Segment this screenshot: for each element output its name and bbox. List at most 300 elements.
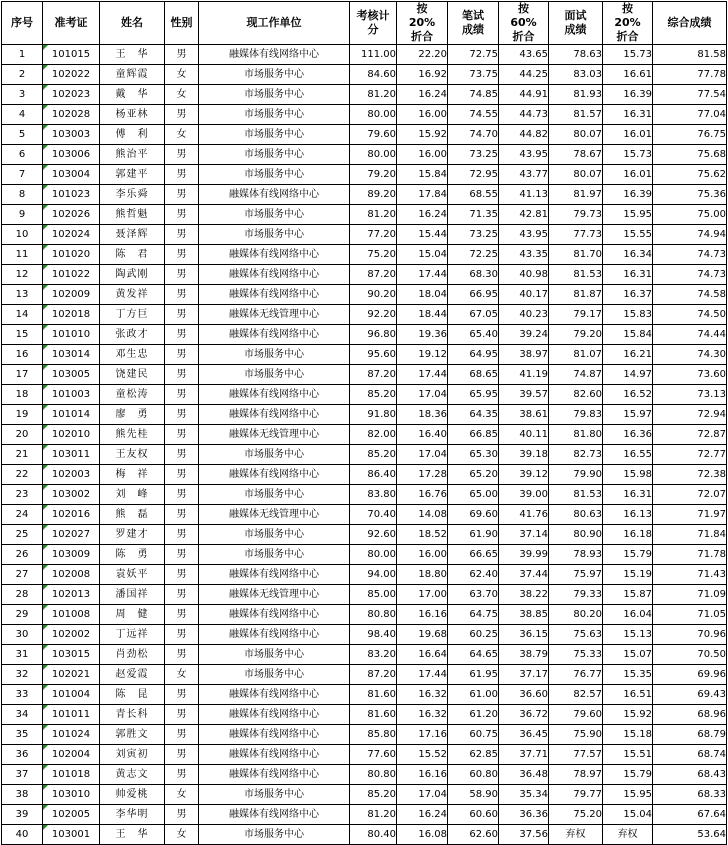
assessment-score-cell[interactable]: 77.20 <box>350 225 397 245</box>
written-weighted-cell[interactable]: 43.77 <box>499 165 549 185</box>
row-index-cell[interactable]: 13 <box>2 285 43 305</box>
assessment-score-cell[interactable]: 80.00 <box>350 545 397 565</box>
written-score-cell[interactable]: 60.60 <box>448 805 499 825</box>
work-unit-cell[interactable]: 融媒体有线网络中心 <box>199 765 350 785</box>
interview-score-cell[interactable]: 77.57 <box>549 745 603 765</box>
exam-id-cell[interactable]: 102004 <box>43 745 100 765</box>
written-weighted-cell[interactable]: 37.71 <box>499 745 549 765</box>
interview-weighted-cell[interactable]: 16.55 <box>603 445 653 465</box>
written-score-cell[interactable]: 65.95 <box>448 385 499 405</box>
gender-cell[interactable]: 男 <box>165 685 199 705</box>
written-weighted-cell[interactable]: 39.24 <box>499 325 549 345</box>
gender-cell[interactable]: 男 <box>165 45 199 65</box>
assessment-weighted-cell[interactable]: 18.44 <box>397 305 448 325</box>
total-score-cell[interactable]: 74.73 <box>653 265 727 285</box>
written-score-cell[interactable]: 68.30 <box>448 265 499 285</box>
written-weighted-cell[interactable]: 39.18 <box>499 445 549 465</box>
exam-id-cell[interactable]: 103005 <box>43 365 100 385</box>
row-index-cell[interactable]: 29 <box>2 605 43 625</box>
exam-id-cell[interactable]: 103009 <box>43 545 100 565</box>
written-weighted-cell[interactable]: 36.72 <box>499 705 549 725</box>
exam-id-cell[interactable]: 102023 <box>43 85 100 105</box>
interview-weighted-cell[interactable]: 16.36 <box>603 425 653 445</box>
work-unit-cell[interactable]: 市场服务中心 <box>199 545 350 565</box>
exam-id-cell[interactable]: 101004 <box>43 685 100 705</box>
interview-weighted-cell[interactable]: 15.04 <box>603 805 653 825</box>
interview-weighted-cell[interactable]: 16.37 <box>603 285 653 305</box>
name-cell[interactable]: 陶武刚 <box>100 265 165 285</box>
exam-id-cell[interactable]: 103003 <box>43 125 100 145</box>
interview-weighted-cell[interactable]: 16.31 <box>603 105 653 125</box>
exam-id-cell[interactable]: 102024 <box>43 225 100 245</box>
interview-weighted-cell[interactable]: 16.39 <box>603 85 653 105</box>
total-score-cell[interactable]: 72.87 <box>653 425 727 445</box>
name-cell[interactable]: 童辉霞 <box>100 65 165 85</box>
assessment-score-cell[interactable]: 87.20 <box>350 365 397 385</box>
row-index-cell[interactable]: 6 <box>2 145 43 165</box>
exam-id-cell[interactable]: 102026 <box>43 205 100 225</box>
assessment-score-cell[interactable]: 81.20 <box>350 85 397 105</box>
written-weighted-cell[interactable]: 43.65 <box>499 45 549 65</box>
written-score-cell[interactable]: 73.75 <box>448 65 499 85</box>
written-score-cell[interactable]: 62.40 <box>448 565 499 585</box>
assessment-score-cell[interactable]: 85.20 <box>350 445 397 465</box>
interview-weighted-cell[interactable]: 15.92 <box>603 705 653 725</box>
written-score-cell[interactable]: 61.20 <box>448 705 499 725</box>
row-index-cell[interactable]: 19 <box>2 405 43 425</box>
work-unit-cell[interactable]: 融媒体有线网络中心 <box>199 705 350 725</box>
total-score-cell[interactable]: 75.00 <box>653 205 727 225</box>
interview-weighted-cell[interactable]: 16.61 <box>603 65 653 85</box>
written-weighted-cell[interactable]: 43.95 <box>499 145 549 165</box>
name-cell[interactable]: 丁方巨 <box>100 305 165 325</box>
interview-score-cell[interactable]: 80.07 <box>549 165 603 185</box>
assessment-weighted-cell[interactable]: 16.24 <box>397 205 448 225</box>
row-index-cell[interactable]: 17 <box>2 365 43 385</box>
gender-cell[interactable]: 男 <box>165 765 199 785</box>
row-index-cell[interactable]: 25 <box>2 525 43 545</box>
interview-weighted-cell[interactable]: 15.51 <box>603 745 653 765</box>
interview-score-cell[interactable]: 75.20 <box>549 805 603 825</box>
total-score-cell[interactable]: 71.09 <box>653 585 727 605</box>
written-score-cell[interactable]: 66.95 <box>448 285 499 305</box>
row-index-cell[interactable]: 22 <box>2 465 43 485</box>
name-cell[interactable]: 熊哲魁 <box>100 205 165 225</box>
exam-id-cell[interactable]: 103004 <box>43 165 100 185</box>
total-score-cell[interactable]: 74.94 <box>653 225 727 245</box>
interview-score-cell[interactable]: 82.57 <box>549 685 603 705</box>
interview-score-cell[interactable]: 79.83 <box>549 405 603 425</box>
written-score-cell[interactable]: 65.40 <box>448 325 499 345</box>
interview-score-cell[interactable]: 79.90 <box>549 465 603 485</box>
exam-id-cell[interactable]: 103002 <box>43 485 100 505</box>
gender-cell[interactable]: 男 <box>165 185 199 205</box>
work-unit-cell[interactable]: 融媒体有线网络中心 <box>199 565 350 585</box>
exam-id-cell[interactable]: 102008 <box>43 565 100 585</box>
row-index-cell[interactable]: 15 <box>2 325 43 345</box>
row-index-cell[interactable]: 18 <box>2 385 43 405</box>
name-cell[interactable]: 熊先桂 <box>100 425 165 445</box>
assessment-score-cell[interactable]: 85.80 <box>350 725 397 745</box>
work-unit-cell[interactable]: 融媒体无线管理中心 <box>199 505 350 525</box>
interview-weighted-cell[interactable]: 16.31 <box>603 265 653 285</box>
name-cell[interactable]: 杨亚林 <box>100 105 165 125</box>
written-score-cell[interactable]: 69.60 <box>448 505 499 525</box>
interview-weighted-cell[interactable]: 15.55 <box>603 225 653 245</box>
written-score-cell[interactable]: 60.25 <box>448 625 499 645</box>
total-score-cell[interactable]: 70.96 <box>653 625 727 645</box>
total-score-cell[interactable]: 68.96 <box>653 705 727 725</box>
written-weighted-cell[interactable]: 39.57 <box>499 385 549 405</box>
gender-cell[interactable]: 男 <box>165 545 199 565</box>
assessment-weighted-cell[interactable]: 17.04 <box>397 385 448 405</box>
name-cell[interactable]: 罗建才 <box>100 525 165 545</box>
total-score-cell[interactable]: 70.50 <box>653 645 727 665</box>
exam-id-cell[interactable]: 102002 <box>43 625 100 645</box>
written-weighted-cell[interactable]: 43.95 <box>499 225 549 245</box>
gender-cell[interactable]: 男 <box>165 305 199 325</box>
interview-weighted-cell[interactable]: 15.73 <box>603 45 653 65</box>
assessment-weighted-cell[interactable]: 15.52 <box>397 745 448 765</box>
written-score-cell[interactable]: 62.60 <box>448 825 499 845</box>
assessment-score-cell[interactable]: 96.80 <box>350 325 397 345</box>
gender-cell[interactable]: 男 <box>165 725 199 745</box>
assessment-score-cell[interactable]: 81.60 <box>350 705 397 725</box>
row-index-cell[interactable]: 1 <box>2 45 43 65</box>
gender-cell[interactable]: 男 <box>165 245 199 265</box>
header-cell[interactable]: 序号 <box>2 2 43 45</box>
written-weighted-cell[interactable]: 36.15 <box>499 625 549 645</box>
gender-cell[interactable]: 男 <box>165 565 199 585</box>
total-score-cell[interactable]: 75.68 <box>653 145 727 165</box>
written-score-cell[interactable]: 72.75 <box>448 45 499 65</box>
name-cell[interactable]: 刘寅初 <box>100 745 165 765</box>
row-index-cell[interactable]: 32 <box>2 665 43 685</box>
exam-id-cell[interactable]: 102027 <box>43 525 100 545</box>
written-score-cell[interactable]: 68.65 <box>448 365 499 385</box>
name-cell[interactable]: 黄志文 <box>100 765 165 785</box>
assessment-weighted-cell[interactable]: 15.04 <box>397 245 448 265</box>
work-unit-cell[interactable]: 市场服务中心 <box>199 365 350 385</box>
interview-score-cell[interactable]: 75.33 <box>549 645 603 665</box>
written-score-cell[interactable]: 66.65 <box>448 545 499 565</box>
assessment-score-cell[interactable]: 86.40 <box>350 465 397 485</box>
work-unit-cell[interactable]: 市场服务中心 <box>199 645 350 665</box>
written-score-cell[interactable]: 60.75 <box>448 725 499 745</box>
assessment-score-cell[interactable]: 85.00 <box>350 585 397 605</box>
total-score-cell[interactable]: 74.73 <box>653 245 727 265</box>
gender-cell[interactable]: 男 <box>165 645 199 665</box>
row-index-cell[interactable]: 10 <box>2 225 43 245</box>
assessment-weighted-cell[interactable]: 19.12 <box>397 345 448 365</box>
assessment-weighted-cell[interactable]: 16.92 <box>397 65 448 85</box>
assessment-score-cell[interactable]: 94.00 <box>350 565 397 585</box>
row-index-cell[interactable]: 8 <box>2 185 43 205</box>
interview-score-cell[interactable]: 79.20 <box>549 325 603 345</box>
total-score-cell[interactable]: 68.43 <box>653 765 727 785</box>
assessment-weighted-cell[interactable]: 19.68 <box>397 625 448 645</box>
total-score-cell[interactable]: 74.44 <box>653 325 727 345</box>
exam-id-cell[interactable]: 101023 <box>43 185 100 205</box>
total-score-cell[interactable]: 71.05 <box>653 605 727 625</box>
total-score-cell[interactable]: 77.04 <box>653 105 727 125</box>
row-index-cell[interactable]: 39 <box>2 805 43 825</box>
exam-id-cell[interactable]: 101015 <box>43 45 100 65</box>
interview-weighted-cell[interactable]: 16.21 <box>603 345 653 365</box>
written-weighted-cell[interactable]: 38.79 <box>499 645 549 665</box>
gender-cell[interactable]: 男 <box>165 425 199 445</box>
written-weighted-cell[interactable]: 39.00 <box>499 485 549 505</box>
total-score-cell[interactable]: 74.58 <box>653 285 727 305</box>
written-score-cell[interactable]: 67.05 <box>448 305 499 325</box>
total-score-cell[interactable]: 53.64 <box>653 825 727 845</box>
row-index-cell[interactable]: 11 <box>2 245 43 265</box>
written-score-cell[interactable]: 60.80 <box>448 765 499 785</box>
assessment-score-cell[interactable]: 87.20 <box>350 665 397 685</box>
interview-score-cell[interactable]: 81.80 <box>549 425 603 445</box>
interview-weighted-cell[interactable]: 15.84 <box>603 325 653 345</box>
name-cell[interactable]: 陈 勇 <box>100 545 165 565</box>
total-score-cell[interactable]: 77.54 <box>653 85 727 105</box>
assessment-weighted-cell[interactable]: 16.24 <box>397 805 448 825</box>
gender-cell[interactable]: 男 <box>165 505 199 525</box>
gender-cell[interactable]: 女 <box>165 785 199 805</box>
total-score-cell[interactable]: 71.43 <box>653 565 727 585</box>
interview-score-cell[interactable]: 81.07 <box>549 345 603 365</box>
written-weighted-cell[interactable]: 43.35 <box>499 245 549 265</box>
name-cell[interactable]: 郭胜文 <box>100 725 165 745</box>
exam-id-cell[interactable]: 101018 <box>43 765 100 785</box>
interview-score-cell[interactable]: 81.57 <box>549 105 603 125</box>
name-cell[interactable]: 黄发祥 <box>100 285 165 305</box>
interview-weighted-cell[interactable]: 14.97 <box>603 365 653 385</box>
work-unit-cell[interactable]: 融媒体有线网络中心 <box>199 245 350 265</box>
work-unit-cell[interactable]: 市场服务中心 <box>199 525 350 545</box>
written-weighted-cell[interactable]: 37.56 <box>499 825 549 845</box>
assessment-weighted-cell[interactable]: 17.28 <box>397 465 448 485</box>
interview-weighted-cell[interactable]: 15.19 <box>603 565 653 585</box>
written-score-cell[interactable]: 64.65 <box>448 645 499 665</box>
written-score-cell[interactable]: 74.85 <box>448 85 499 105</box>
assessment-weighted-cell[interactable]: 18.04 <box>397 285 448 305</box>
interview-weighted-cell[interactable]: 16.34 <box>603 245 653 265</box>
total-score-cell[interactable]: 76.75 <box>653 125 727 145</box>
gender-cell[interactable]: 男 <box>165 285 199 305</box>
gender-cell[interactable]: 女 <box>165 125 199 145</box>
work-unit-cell[interactable]: 市场服务中心 <box>199 105 350 125</box>
assessment-weighted-cell[interactable]: 16.32 <box>397 705 448 725</box>
interview-score-cell[interactable]: 80.07 <box>549 125 603 145</box>
interview-weighted-cell[interactable]: 15.95 <box>603 205 653 225</box>
interview-score-cell[interactable]: 83.03 <box>549 65 603 85</box>
assessment-weighted-cell[interactable]: 16.16 <box>397 605 448 625</box>
assessment-score-cell[interactable]: 83.20 <box>350 645 397 665</box>
exam-id-cell[interactable]: 102028 <box>43 105 100 125</box>
exam-id-cell[interactable]: 103006 <box>43 145 100 165</box>
exam-id-cell[interactable]: 101003 <box>43 385 100 405</box>
header-cell[interactable]: 综合成绩 <box>653 2 727 45</box>
assessment-weighted-cell[interactable]: 17.44 <box>397 265 448 285</box>
header-cell[interactable]: 考核计分 <box>350 2 397 45</box>
interview-weighted-cell[interactable]: 16.52 <box>603 385 653 405</box>
assessment-score-cell[interactable]: 81.20 <box>350 805 397 825</box>
gender-cell[interactable]: 男 <box>165 485 199 505</box>
name-cell[interactable]: 熊 磊 <box>100 505 165 525</box>
total-score-cell[interactable]: 68.33 <box>653 785 727 805</box>
written-score-cell[interactable]: 66.85 <box>448 425 499 445</box>
name-cell[interactable]: 傅 利 <box>100 125 165 145</box>
interview-weighted-cell[interactable]: 15.35 <box>603 665 653 685</box>
row-index-cell[interactable]: 5 <box>2 125 43 145</box>
work-unit-cell[interactable]: 融媒体有线网络中心 <box>199 465 350 485</box>
assessment-weighted-cell[interactable]: 16.00 <box>397 105 448 125</box>
total-score-cell[interactable]: 69.43 <box>653 685 727 705</box>
interview-weighted-cell[interactable]: 15.79 <box>603 545 653 565</box>
written-score-cell[interactable]: 61.95 <box>448 665 499 685</box>
exam-id-cell[interactable]: 102009 <box>43 285 100 305</box>
assessment-weighted-cell[interactable]: 14.08 <box>397 505 448 525</box>
assessment-score-cell[interactable]: 80.40 <box>350 825 397 845</box>
row-index-cell[interactable]: 23 <box>2 485 43 505</box>
written-score-cell[interactable]: 68.55 <box>448 185 499 205</box>
name-cell[interactable]: 肖劲松 <box>100 645 165 665</box>
header-cell[interactable]: 笔试成绩 <box>448 2 499 45</box>
assessment-score-cell[interactable]: 90.20 <box>350 285 397 305</box>
written-score-cell[interactable]: 73.25 <box>448 225 499 245</box>
written-weighted-cell[interactable]: 39.12 <box>499 465 549 485</box>
gender-cell[interactable]: 男 <box>165 365 199 385</box>
interview-weighted-cell[interactable]: 15.13 <box>603 625 653 645</box>
work-unit-cell[interactable]: 融媒体有线网络中心 <box>199 685 350 705</box>
work-unit-cell[interactable]: 融媒体有线网络中心 <box>199 745 350 765</box>
work-unit-cell[interactable]: 融媒体有线网络中心 <box>199 385 350 405</box>
written-weighted-cell[interactable]: 35.34 <box>499 785 549 805</box>
total-score-cell[interactable]: 71.84 <box>653 525 727 545</box>
name-cell[interactable]: 饶建民 <box>100 365 165 385</box>
assessment-score-cell[interactable]: 91.80 <box>350 405 397 425</box>
work-unit-cell[interactable]: 市场服务中心 <box>199 85 350 105</box>
gender-cell[interactable]: 女 <box>165 85 199 105</box>
name-cell[interactable]: 陈 君 <box>100 245 165 265</box>
interview-score-cell[interactable]: 76.77 <box>549 665 603 685</box>
total-score-cell[interactable]: 72.94 <box>653 405 727 425</box>
written-weighted-cell[interactable]: 39.99 <box>499 545 549 565</box>
exam-id-cell[interactable]: 101024 <box>43 725 100 745</box>
interview-weighted-cell[interactable]: 15.97 <box>603 405 653 425</box>
assessment-weighted-cell[interactable]: 17.04 <box>397 445 448 465</box>
assessment-weighted-cell[interactable]: 16.32 <box>397 685 448 705</box>
row-index-cell[interactable]: 26 <box>2 545 43 565</box>
work-unit-cell[interactable]: 融媒体有线网络中心 <box>199 805 350 825</box>
total-score-cell[interactable]: 74.30 <box>653 345 727 365</box>
work-unit-cell[interactable]: 融媒体有线网络中心 <box>199 325 350 345</box>
assessment-weighted-cell[interactable]: 17.44 <box>397 365 448 385</box>
name-cell[interactable]: 王 华 <box>100 825 165 845</box>
row-index-cell[interactable]: 12 <box>2 265 43 285</box>
interview-score-cell[interactable]: 81.93 <box>549 85 603 105</box>
interview-score-cell[interactable]: 75.97 <box>549 565 603 585</box>
exam-id-cell[interactable]: 102018 <box>43 305 100 325</box>
written-weighted-cell[interactable]: 37.17 <box>499 665 549 685</box>
row-index-cell[interactable]: 33 <box>2 685 43 705</box>
assessment-score-cell[interactable]: 80.00 <box>350 105 397 125</box>
gender-cell[interactable]: 女 <box>165 665 199 685</box>
assessment-score-cell[interactable]: 92.20 <box>350 305 397 325</box>
row-index-cell[interactable]: 30 <box>2 625 43 645</box>
exam-id-cell[interactable]: 102016 <box>43 505 100 525</box>
total-score-cell[interactable]: 71.97 <box>653 505 727 525</box>
exam-id-cell[interactable]: 103014 <box>43 345 100 365</box>
assessment-score-cell[interactable]: 98.40 <box>350 625 397 645</box>
name-cell[interactable]: 丁远祥 <box>100 625 165 645</box>
exam-id-cell[interactable]: 102010 <box>43 425 100 445</box>
written-weighted-cell[interactable]: 36.36 <box>499 805 549 825</box>
interview-score-cell[interactable]: 77.73 <box>549 225 603 245</box>
name-cell[interactable]: 童松涛 <box>100 385 165 405</box>
interview-score-cell[interactable]: 79.77 <box>549 785 603 805</box>
name-cell[interactable]: 廖 勇 <box>100 405 165 425</box>
name-cell[interactable]: 赵爱霞 <box>100 665 165 685</box>
written-weighted-cell[interactable]: 44.82 <box>499 125 549 145</box>
assessment-weighted-cell[interactable]: 16.40 <box>397 425 448 445</box>
gender-cell[interactable]: 男 <box>165 165 199 185</box>
interview-weighted-cell[interactable]: 15.79 <box>603 765 653 785</box>
exam-id-cell[interactable]: 102022 <box>43 65 100 85</box>
name-cell[interactable]: 郭建平 <box>100 165 165 185</box>
assessment-score-cell[interactable]: 79.60 <box>350 125 397 145</box>
written-score-cell[interactable]: 58.90 <box>448 785 499 805</box>
interview-weighted-cell[interactable]: 弃权 <box>603 825 653 845</box>
row-index-cell[interactable]: 4 <box>2 105 43 125</box>
interview-weighted-cell[interactable]: 16.18 <box>603 525 653 545</box>
total-score-cell[interactable]: 77.78 <box>653 65 727 85</box>
total-score-cell[interactable]: 72.38 <box>653 465 727 485</box>
work-unit-cell[interactable]: 融媒体有线网络中心 <box>199 185 350 205</box>
total-score-cell[interactable]: 75.62 <box>653 165 727 185</box>
row-index-cell[interactable]: 7 <box>2 165 43 185</box>
written-score-cell[interactable]: 62.85 <box>448 745 499 765</box>
row-index-cell[interactable]: 37 <box>2 765 43 785</box>
name-cell[interactable]: 陈 昆 <box>100 685 165 705</box>
work-unit-cell[interactable]: 融媒体有线网络中心 <box>199 265 350 285</box>
written-score-cell[interactable]: 61.00 <box>448 685 499 705</box>
assessment-score-cell[interactable]: 75.20 <box>350 245 397 265</box>
name-cell[interactable]: 王 华 <box>100 45 165 65</box>
gender-cell[interactable]: 男 <box>165 405 199 425</box>
assessment-weighted-cell[interactable]: 16.76 <box>397 485 448 505</box>
work-unit-cell[interactable]: 融媒体无线管理中心 <box>199 305 350 325</box>
written-weighted-cell[interactable]: 38.22 <box>499 585 549 605</box>
name-cell[interactable]: 青长科 <box>100 705 165 725</box>
total-score-cell[interactable]: 68.79 <box>653 725 727 745</box>
interview-score-cell[interactable]: 78.93 <box>549 545 603 565</box>
written-weighted-cell[interactable]: 41.76 <box>499 505 549 525</box>
gender-cell[interactable]: 男 <box>165 525 199 545</box>
assessment-score-cell[interactable]: 80.80 <box>350 605 397 625</box>
assessment-score-cell[interactable]: 85.20 <box>350 785 397 805</box>
work-unit-cell[interactable]: 市场服务中心 <box>199 145 350 165</box>
assessment-score-cell[interactable]: 83.80 <box>350 485 397 505</box>
work-unit-cell[interactable]: 市场服务中心 <box>199 825 350 845</box>
assessment-score-cell[interactable]: 87.20 <box>350 265 397 285</box>
written-weighted-cell[interactable]: 40.11 <box>499 425 549 445</box>
interview-weighted-cell[interactable]: 15.18 <box>603 725 653 745</box>
assessment-weighted-cell[interactable]: 16.08 <box>397 825 448 845</box>
work-unit-cell[interactable]: 融媒体有线网络中心 <box>199 285 350 305</box>
written-weighted-cell[interactable]: 38.85 <box>499 605 549 625</box>
written-score-cell[interactable]: 64.95 <box>448 345 499 365</box>
assessment-weighted-cell[interactable]: 15.84 <box>397 165 448 185</box>
